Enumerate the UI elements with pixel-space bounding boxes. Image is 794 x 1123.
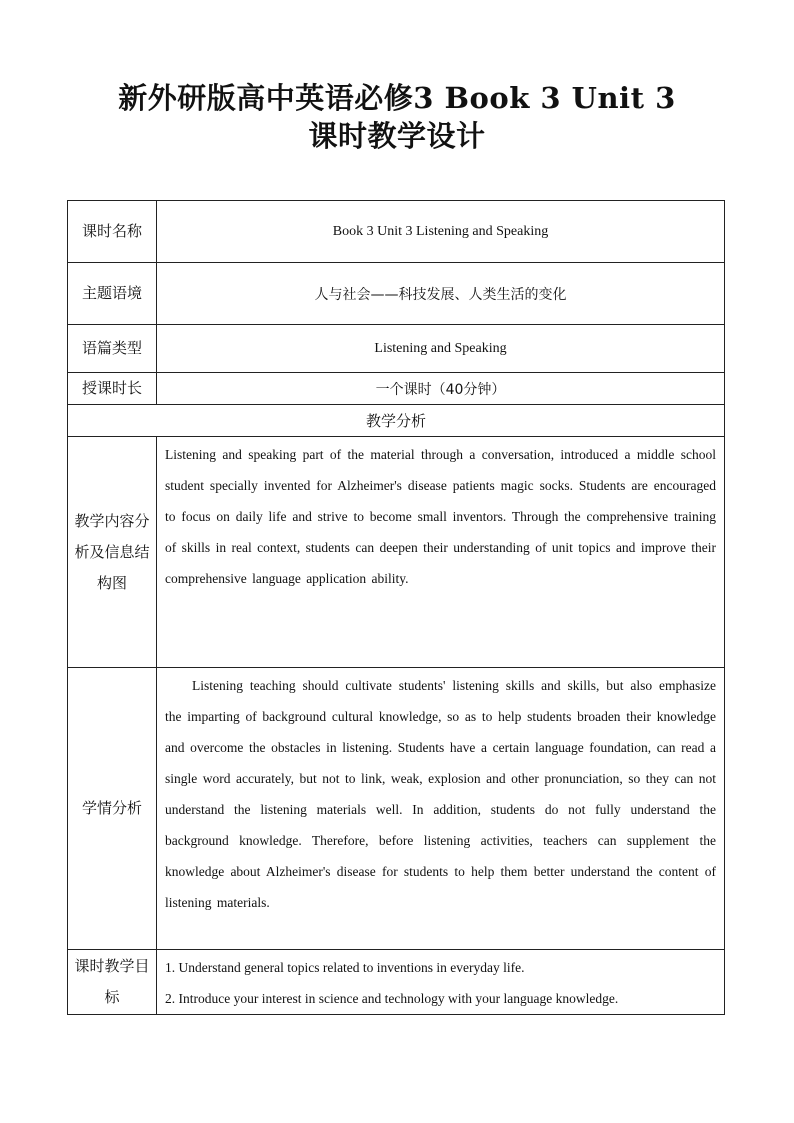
objective-item-1: 1. Understand general topics related to inventions in everyday life. <box>165 960 525 975</box>
text-type-value: Listening and Speaking <box>157 325 725 373</box>
table-row-learner-analysis <box>68 668 725 950</box>
content-analysis-label: 教学内容分析及信息结构图 <box>68 437 157 668</box>
table-row-lesson-name <box>68 201 725 263</box>
lesson-plan-table <box>67 200 725 1015</box>
objectives-list <box>157 950 725 1015</box>
table-row-theme <box>68 263 725 325</box>
document-title-line1: 新外研版高中英语必修3 Book 3 Unit 3 <box>118 81 676 115</box>
duration-value: 一个课时（40分钟） <box>157 373 725 405</box>
table-row-section-header <box>68 405 725 437</box>
teaching-analysis-header: 教学分析 <box>68 405 725 437</box>
learner-analysis-label: 学情分析 <box>68 668 157 950</box>
content-analysis-text: Listening and speaking part of the material through a conversation, introduced a middle school student specially invented for Alzheimer's disease patients magic socks. Students are encouraged to focus on daily life and strive to become small inventors. Through the comprehensive training of skills in real context, students can deepen their understanding of unit topics and improve their comprehensive language application ability. <box>157 437 725 668</box>
table-row-text-type <box>68 325 725 373</box>
objective-item-2: 2. Introduce your interest in science and technology with your language knowledge. <box>165 991 619 1006</box>
table-row-duration <box>68 373 725 405</box>
lesson-name-label: 课时名称 <box>68 201 157 263</box>
learner-analysis-text: Listening teaching should cultivate students' listening skills and skills, but also emphasize the imparting of background cultural knowledge, so as to help students broaden their knowledge and overcome the obstacles in listening. Students have a certain language foundation, can read a single word accurately, but not to link, weak, explosion and other pronunciation, so they can not understand the listening materials well. In addition, students do not fully understand the background knowledge. Therefore, before listening activities, teachers can supplement the knowledge about Alzheimer's disease for students to help them better understand the content of listening materials. <box>157 668 725 950</box>
theme-value: 人与社会——科技发展、人类生活的变化 <box>157 263 725 325</box>
objectives-label: 课时教学目标 <box>68 950 157 1015</box>
theme-label: 主题语境 <box>68 263 157 325</box>
text-type-label: 语篇类型 <box>68 325 157 373</box>
duration-label: 授课时长 <box>68 373 157 405</box>
lesson-name-value: Book 3 Unit 3 Listening and Speaking <box>157 201 725 263</box>
table-row-content-analysis <box>68 437 725 668</box>
table-row-objectives <box>68 950 725 1015</box>
document-title-line2: 课时教学设计 <box>308 119 486 153</box>
